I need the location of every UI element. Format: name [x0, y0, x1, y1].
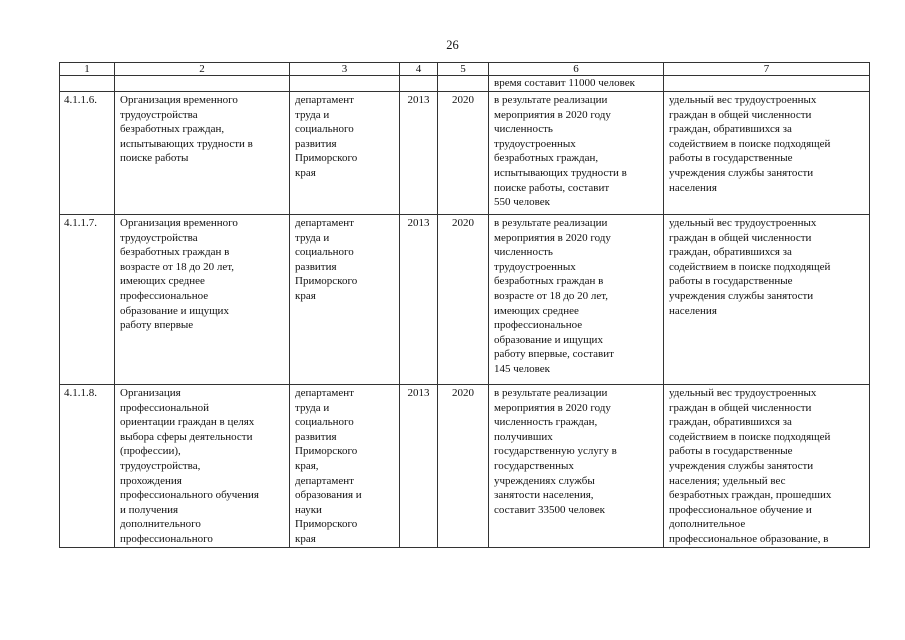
cell-measure-name: Организация профессиональной ориентации граждан в целях выбора сферы деятельности (профессии), трудоустройства, прохождения профессионального обучения и получения дополнительного профессионального: [115, 385, 290, 548]
cell-expected-result: в результате реализации мероприятия в 2020 году численность трудоустроенных безработных граждан, испытывающих трудности в поиске работы, составит 550 человек: [489, 92, 664, 215]
cell-indicator: удельный вес трудоустроенных граждан в общей численности граждан, обратившихся за содействием в поиске подходящей работы в государственные учреждения службы занятости населения; удельный вес безработных граждан, прошедших профессиональное обучение и дополнительное профессиональное образование, в: [664, 385, 870, 548]
table-row: [60, 385, 870, 548]
cell-number: 4.1.1.6.: [60, 92, 115, 215]
cell-executor: департамент труда и социального развития Приморского края, департамент образования и науки Приморского края: [290, 385, 400, 548]
cell-end-year: 2020: [438, 385, 489, 548]
cell-start-year: 2013: [400, 92, 438, 215]
cell-empty: [60, 76, 115, 92]
cell-empty: [400, 76, 438, 92]
table-row: [60, 92, 870, 215]
cell-empty: [290, 76, 400, 92]
table-row: [60, 215, 870, 385]
column-number: 2: [115, 63, 290, 76]
column-number: 1: [60, 63, 115, 76]
cell-empty: [438, 76, 489, 92]
cell-number: 4.1.1.8.: [60, 385, 115, 548]
column-number: 4: [400, 63, 438, 76]
continuation-row: [60, 76, 870, 92]
cell-indicator: удельный вес трудоустроенных граждан в общей численности граждан, обратившихся за содействием в поиске подходящей работы в государственные учреждения службы занятости населения: [664, 215, 870, 385]
measures-table: [59, 62, 870, 548]
cell-number: 4.1.1.7.: [60, 215, 115, 385]
cell-start-year: 2013: [400, 215, 438, 385]
cell-end-year: 2020: [438, 92, 489, 215]
cell-empty: [664, 76, 870, 92]
column-number: 3: [290, 63, 400, 76]
column-number: 7: [664, 63, 870, 76]
cell-executor: департамент труда и социального развития Приморского края: [290, 92, 400, 215]
cell-empty: [115, 76, 290, 92]
page-number: 26: [446, 38, 459, 52]
cell-executor: департамент труда и социального развития Приморского края: [290, 215, 400, 385]
cell-result-continuation: время составит 11000 человек: [489, 76, 664, 92]
column-number: 5: [438, 63, 489, 76]
cell-measure-name: Организация временного трудоустройства безработных граждан, испытывающих трудности в поиске работы: [115, 92, 290, 215]
column-number: 6: [489, 63, 664, 76]
column-number-row: [60, 63, 870, 76]
cell-measure-name: Организация временного трудоустройства безработных граждан в возрасте от 18 до 20 лет, имеющих среднее профессиональное образование и ищущих работу впервые: [115, 215, 290, 385]
cell-expected-result: в результате реализации мероприятия в 2020 году численность граждан, получивших государственную услугу в государственных учреждениях службы занятости населения, составит 33500 человек: [489, 385, 664, 548]
cell-expected-result: в результате реализации мероприятия в 2020 году численность трудоустроенных безработных граждан в возрасте от 18 до 20 лет, имеющих среднее профессиональное образование и ищущих работу впервые, составит 145 человек: [489, 215, 664, 385]
cell-indicator: удельный вес трудоустроенных граждан в общей численности граждан, обратившихся за содействием в поиске подходящей работы в государственные учреждения службы занятости населения: [664, 92, 870, 215]
cell-start-year: 2013: [400, 385, 438, 548]
cell-end-year: 2020: [438, 215, 489, 385]
